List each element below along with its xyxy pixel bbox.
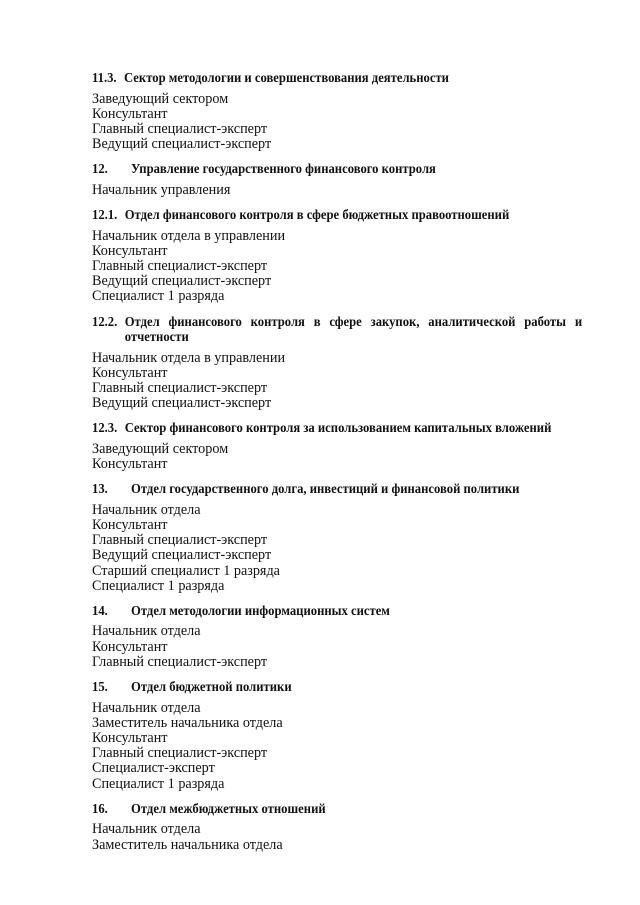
section-heading xyxy=(92,420,582,436)
positions-list xyxy=(92,229,582,305)
position-item: Начальник отдела xyxy=(92,699,201,716)
section-number: 12.3. xyxy=(92,420,118,436)
section-heading xyxy=(92,603,582,619)
section-11-3 xyxy=(92,70,582,152)
positions-list xyxy=(92,701,582,792)
position-item: Старший специалист 1 разряда xyxy=(92,562,280,579)
position-item: Консультант xyxy=(92,456,168,473)
position-item: Консультант xyxy=(92,242,168,259)
section-13 xyxy=(92,481,582,594)
section-12-1 xyxy=(92,207,582,305)
section-title: Отдел бюджетной политики xyxy=(131,679,292,695)
position-item: Главный специалист-эксперт xyxy=(92,379,268,396)
section-heading xyxy=(92,481,582,497)
position-item: Ведущий специалист-эксперт xyxy=(92,395,272,412)
section-12-3 xyxy=(92,420,582,472)
position-item: Начальник управления xyxy=(92,181,231,198)
section-number: 15. xyxy=(92,679,108,695)
section-number: 12. xyxy=(92,161,108,177)
position-item: Начальник отдела xyxy=(92,821,201,838)
position-item: Консультант xyxy=(92,516,168,533)
position-item: Ведущий специалист-эксперт xyxy=(92,547,272,564)
section-14 xyxy=(92,603,582,670)
section-title: Отдел методологии информационных систем xyxy=(131,602,390,618)
section-number: 14. xyxy=(92,602,108,618)
positions-list xyxy=(92,183,582,198)
position-item: Ведущий специалист-эксперт xyxy=(92,273,272,290)
positions-list xyxy=(92,822,582,852)
position-item: Консультант xyxy=(92,105,168,122)
position-item: Главный специалист-эксперт xyxy=(92,532,268,549)
section-title: Отдел финансового контроля в сфере бюджетных правоотношений xyxy=(124,207,510,223)
section-title: Управление государственного финансового контроля xyxy=(131,161,436,177)
section-number: 11.3. xyxy=(92,70,117,85)
section-number: 12.2. xyxy=(92,313,118,329)
position-item: Специалист 1 разряда xyxy=(92,288,225,305)
section-heading xyxy=(92,70,582,86)
position-item: Главный специалист-эксперт xyxy=(92,257,268,274)
document-page xyxy=(92,70,582,853)
section-12 xyxy=(92,161,582,198)
position-item: Консультант xyxy=(92,729,168,746)
section-number: 12.1. xyxy=(92,207,118,223)
position-item: Специалист-эксперт xyxy=(92,760,215,777)
position-item: Начальник отдела xyxy=(92,501,201,518)
position-item: Консультант xyxy=(92,638,168,655)
position-item: Начальник отдела в управлении xyxy=(92,227,286,244)
section-title: Отдел государственного долга, инвестиций и финансовой политики xyxy=(131,481,520,497)
section-heading xyxy=(92,314,582,345)
position-item: Заместитель начальника отдела xyxy=(92,836,283,853)
section-12-2 xyxy=(92,314,582,412)
position-item: Начальник отдела в управлении xyxy=(92,349,286,366)
positions-list xyxy=(92,351,582,412)
position-item: Заместитель начальника отдела xyxy=(92,714,283,731)
section-number: 16. xyxy=(92,800,108,816)
position-item: Заведующий сектором xyxy=(92,440,229,457)
position-item: Главный специалист-эксперт xyxy=(92,120,268,137)
position-item: Главный специалист-эксперт xyxy=(92,745,268,762)
section-16 xyxy=(92,801,582,853)
positions-list xyxy=(92,503,582,594)
section-15 xyxy=(92,679,582,792)
position-item: Начальник отдела xyxy=(92,623,201,640)
positions-list xyxy=(92,442,582,472)
position-item: Заведующий сектором xyxy=(92,90,229,107)
section-number: 13. xyxy=(92,481,108,497)
section-heading xyxy=(92,801,582,817)
position-item: Специалист 1 разряда xyxy=(92,775,225,792)
section-heading xyxy=(92,679,582,695)
section-title: Сектор методологии и совершенствования деятельности xyxy=(124,70,449,85)
section-title: Сектор финансового контроля за использованием капитальных вложений xyxy=(124,420,552,436)
position-item: Главный специалист-эксперт xyxy=(92,653,268,670)
section-heading xyxy=(92,207,582,223)
position-item: Консультант xyxy=(92,364,168,381)
section-title: Отдел финансового контроля в сфере закупок, аналитической работы и отчетности xyxy=(124,313,583,345)
section-title: Отдел межбюджетных отношений xyxy=(131,800,326,816)
positions-list xyxy=(92,624,582,670)
position-item: Специалист 1 разряда xyxy=(92,577,225,594)
positions-list xyxy=(92,92,582,153)
position-item: Ведущий специалист-эксперт xyxy=(92,136,272,153)
section-heading xyxy=(92,161,582,177)
